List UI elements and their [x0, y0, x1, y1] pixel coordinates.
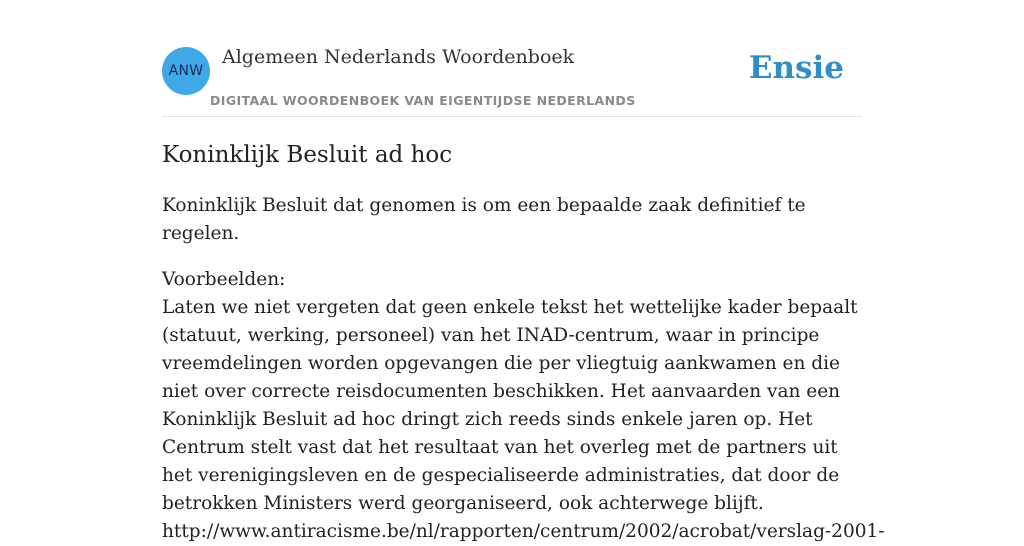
source-link[interactable]: http://www.antiracisme.be/nl/rapporten/centrum/2002/acrobat/verslag-2001-	[162, 521, 885, 542]
dictionary-title[interactable]: Algemeen Nederlands Woordenboek	[222, 46, 575, 68]
site-header	[162, 40, 862, 117]
ensie-brand-link[interactable]: Ensie	[748, 50, 844, 86]
anw-logo[interactable]	[162, 47, 210, 95]
examples-label: Voorbeelden:	[162, 269, 286, 290]
example-text: Laten we niet vergeten dat geen enkele tekst het wettelijke kader bepaalt (statuut, werking, personeel) van het INAD-centrum, waar in principe vreemdelingen worden opgevangen die per vliegtuig aankwamen en die niet over correcte reisdocumenten beschikken. Het aanvaarden van een Koninklijk Besluit ad hoc dringt zich reeds sinds enkele jaren op. Het Centrum stelt vast dat het resultaat van het overleg met de partners uit het verenigingsleven en de gespecialiseerde administraties, dat door de betrokken Ministers werd georganiseerd, ook achterwege blijft.	[162, 297, 858, 514]
entry-title: Koninklijk Besluit ad hoc	[162, 142, 453, 168]
logo-text: ANW	[168, 63, 204, 79]
entry-definition: Koninklijk Besluit dat genomen is om een bepaalde zaak definitief te regelen.	[162, 195, 806, 244]
dictionary-subtitle: DIGITAAL WOORDENBOEK VAN EIGENTIJDSE NEDERLANDS	[210, 93, 636, 108]
entry-content	[162, 138, 885, 546]
